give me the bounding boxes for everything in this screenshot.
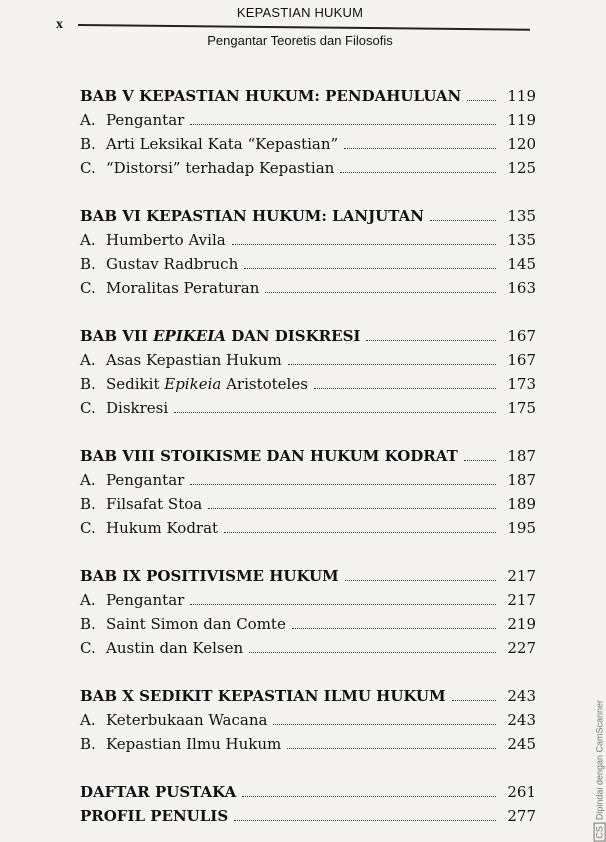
chapter-page: 243 xyxy=(507,687,536,705)
entry-letter: C. xyxy=(80,399,96,417)
entry-letter: A. xyxy=(80,591,96,609)
dot-leader xyxy=(366,340,496,341)
dot-leader xyxy=(265,292,496,293)
toc-entry xyxy=(80,489,536,513)
dot-leader xyxy=(273,724,496,725)
entry-label: Diskresi xyxy=(106,399,169,417)
toc-entry xyxy=(80,705,536,729)
entry-page: 163 xyxy=(507,279,536,297)
chapter-page: 167 xyxy=(507,327,536,345)
entry-label: Hukum Kodrat xyxy=(106,519,219,537)
entry-letter: B. xyxy=(80,615,96,633)
entry-page: 167 xyxy=(507,351,536,369)
dot-leader xyxy=(249,652,496,653)
chapter-title: BAB VIII STOIKISME DAN HUKUM KODRAT xyxy=(80,447,458,465)
entry-label-prefix: Sedikit xyxy=(106,375,165,393)
back-matter-title: PROFIL PENULIS xyxy=(80,807,229,825)
toc-entry xyxy=(80,729,536,753)
toc-entry xyxy=(80,369,536,393)
toc-chapter-9 xyxy=(80,561,536,585)
chapter-title-italic: EPIKEIA xyxy=(153,327,226,345)
chapter-title: BAB V KEPASTIAN HUKUM: PENDAHULUAN xyxy=(80,87,462,105)
header-divider xyxy=(78,24,530,30)
entry-label-italic: Epikeia xyxy=(164,375,222,393)
dot-leader xyxy=(242,796,496,797)
entry-page: 227 xyxy=(507,639,536,657)
toc-entry xyxy=(80,465,536,489)
entry-letter: A. xyxy=(80,231,96,249)
spacer xyxy=(80,417,536,441)
toc-entry xyxy=(80,153,536,177)
spacer xyxy=(80,657,536,681)
chapter-title-prefix: BAB VII xyxy=(80,327,154,345)
camscanner-icon: CS xyxy=(594,823,606,842)
toc-entry xyxy=(80,225,536,249)
dot-leader xyxy=(234,820,496,821)
entry-label: Austin dan Kelsen xyxy=(106,639,244,657)
chapter-title-suffix: DAN DISKRESI xyxy=(225,327,361,345)
entry-page: 119 xyxy=(507,111,536,129)
entry-label xyxy=(106,375,308,393)
entry-label-suffix: Aristoteles xyxy=(221,375,308,393)
chapter-title: BAB IX POSITIVISME HUKUM xyxy=(80,567,339,585)
entry-page: 145 xyxy=(507,255,536,273)
entry-letter: C. xyxy=(80,279,96,297)
toc-chapter-6 xyxy=(80,201,536,225)
dot-leader xyxy=(224,532,496,533)
dot-leader xyxy=(190,484,496,485)
toc-chapter-7 xyxy=(80,321,536,345)
entry-letter: A. xyxy=(80,471,96,489)
dot-leader xyxy=(345,580,496,581)
dot-leader xyxy=(430,220,496,221)
chapter-page: 135 xyxy=(507,207,536,225)
dot-leader xyxy=(190,124,496,125)
entry-label: Arti Leksikal Kata “Kepastian” xyxy=(106,135,339,153)
entry-letter: A. xyxy=(80,351,96,369)
chapter-page: 217 xyxy=(507,567,536,585)
toc-entry xyxy=(80,273,536,297)
dot-leader xyxy=(232,244,496,245)
toc-profil-penulis xyxy=(80,801,536,825)
toc-chapter-5 xyxy=(80,81,536,105)
entry-page: 245 xyxy=(507,735,536,753)
dot-leader xyxy=(314,388,496,389)
dot-leader xyxy=(452,700,496,701)
dot-leader xyxy=(287,748,496,749)
entry-page: 189 xyxy=(507,495,536,513)
entry-letter: B. xyxy=(80,495,96,513)
toc-daftar-pustaka xyxy=(80,777,536,801)
dot-leader xyxy=(174,412,496,413)
toc-entry xyxy=(80,585,536,609)
spacer xyxy=(80,177,536,201)
scanner-note-text: Dipindai dengan CamScanner xyxy=(595,700,605,821)
entry-label: Saint Simon dan Comte xyxy=(106,615,286,633)
entry-letter: B. xyxy=(80,375,96,393)
toc-chapter-10 xyxy=(80,681,536,705)
entry-page: 219 xyxy=(507,615,536,633)
entry-letter: B. xyxy=(80,735,96,753)
entry-label: Keterbukaan Wacana xyxy=(106,711,268,729)
spacer xyxy=(80,753,536,777)
entry-label: Pengantar xyxy=(106,591,185,609)
chapter-page: 187 xyxy=(507,447,536,465)
entry-label: Asas Kepastian Hukum xyxy=(106,351,282,369)
chapter-title: BAB VI KEPASTIAN HUKUM: LANJUTAN xyxy=(80,207,424,225)
entry-page: 243 xyxy=(507,711,536,729)
scanner-watermark xyxy=(594,700,606,842)
page-number: x xyxy=(56,17,63,32)
entry-label: Filsafat Stoa xyxy=(106,495,203,513)
dot-leader xyxy=(190,604,496,605)
dot-leader xyxy=(467,100,496,101)
toc-entry xyxy=(80,105,536,129)
dot-leader xyxy=(208,508,496,509)
entry-page: 135 xyxy=(507,231,536,249)
chapter-title: BAB X SEDIKIT KEPASTIAN ILMU HUKUM xyxy=(80,687,446,705)
entry-page: 120 xyxy=(507,135,536,153)
entry-label: Moralitas Peraturan xyxy=(106,279,260,297)
entry-label: Gustav Radbruch xyxy=(106,255,239,273)
toc-chapter-8 xyxy=(80,441,536,465)
chapter-page: 119 xyxy=(507,87,536,105)
entry-letter: C. xyxy=(80,519,96,537)
dot-leader xyxy=(244,268,496,269)
entry-page: 173 xyxy=(507,375,536,393)
dot-leader xyxy=(344,148,496,149)
toc-entry xyxy=(80,129,536,153)
entry-letter: A. xyxy=(80,711,96,729)
back-matter-page: 277 xyxy=(507,807,536,825)
entry-letter: A. xyxy=(80,111,96,129)
spacer xyxy=(80,537,536,561)
running-header-subtitle: Pengantar Teoretis dan Filosofis xyxy=(207,33,393,48)
entry-letter: B. xyxy=(80,255,96,273)
dot-leader xyxy=(288,364,496,365)
entry-letter: B. xyxy=(80,135,96,153)
toc-entry xyxy=(80,633,536,657)
entry-label: Pengantar xyxy=(106,111,185,129)
dot-leader xyxy=(340,172,496,173)
dot-leader xyxy=(464,460,496,461)
entry-page: 195 xyxy=(507,519,536,537)
spacer xyxy=(80,297,536,321)
chapter-title xyxy=(80,327,360,345)
entry-label: Humberto Avila xyxy=(106,231,226,249)
toc-entry xyxy=(80,609,536,633)
running-header-title: KEPASTIAN HUKUM xyxy=(236,5,364,20)
entry-letter: C. xyxy=(80,159,96,177)
dot-leader xyxy=(292,628,496,629)
toc-entry xyxy=(80,393,536,417)
entry-letter: C. xyxy=(80,639,96,657)
back-matter-title: DAFTAR PUSTAKA xyxy=(80,783,237,801)
entry-page: 217 xyxy=(507,591,536,609)
entry-page: 175 xyxy=(507,399,536,417)
table-of-contents xyxy=(80,81,536,825)
toc-entry xyxy=(80,513,536,537)
toc-entry xyxy=(80,249,536,273)
entry-label: Kepastian Ilmu Hukum xyxy=(106,735,282,753)
back-matter-page: 261 xyxy=(507,783,536,801)
entry-label: “Distorsi” terhadap Kepastian xyxy=(106,159,335,177)
entry-page: 125 xyxy=(507,159,536,177)
entry-page: 187 xyxy=(507,471,536,489)
entry-label: Pengantar xyxy=(106,471,185,489)
toc-entry xyxy=(80,345,536,369)
